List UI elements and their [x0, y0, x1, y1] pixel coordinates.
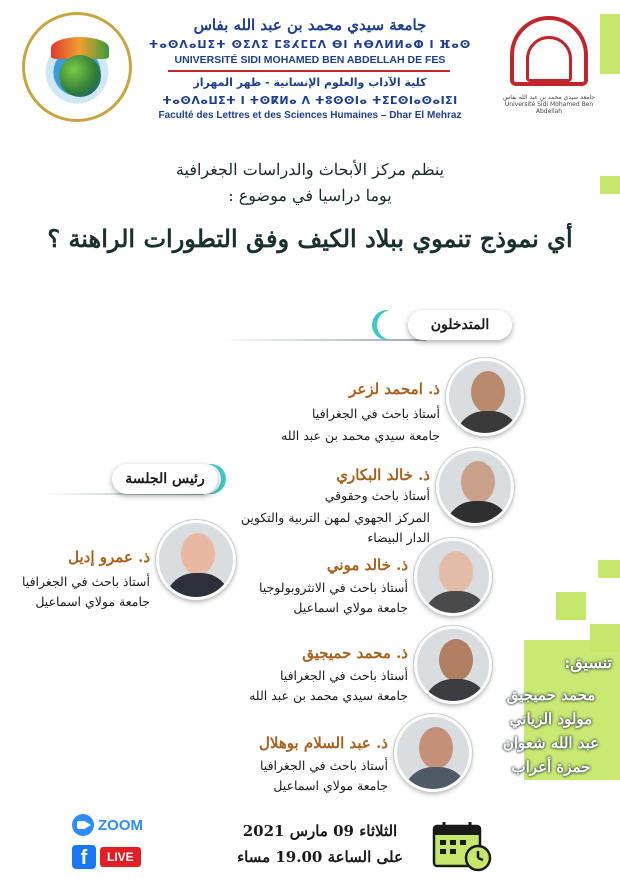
chair-affiliation: جامعة مولاي اسماعيل	[35, 594, 150, 609]
speaker-name: ذ. محمد حميجيق	[302, 644, 408, 662]
university-name-ar: جامعة سيدي محمد بن عبد الله بفاس	[193, 16, 427, 34]
faculty-name-ar: كلية الآداب والعلوم الإنسانية - ظهر المهراز	[193, 76, 427, 89]
calendar-clock-icon	[432, 820, 494, 872]
chair-role: أستاذ باحث في الجغرافيا	[21, 574, 150, 589]
chair-name: ذ. عمرو إديل	[68, 548, 150, 566]
speaker-photo	[414, 626, 492, 704]
speaker-role: أستاذ باحث في الانثروبولوجيا	[259, 580, 408, 595]
coordinator-name: مولود الزياني	[509, 710, 593, 728]
coordinator-name: عبد الله شعوان	[502, 734, 600, 752]
speaker-role: أستاذ باحث في الجغرافيا	[259, 758, 388, 773]
speaker-affiliation: جامعة سيدي محمد بن عبد الله	[249, 688, 408, 703]
decor-square	[598, 560, 620, 578]
speaker-role: أستاذ باحث وحقوقي	[324, 488, 430, 503]
facebook-icon: f	[72, 845, 96, 869]
speakers-section-label: المتدخلون	[408, 310, 512, 340]
chair-section-label: رئيس الجلسة	[112, 464, 218, 494]
coordinator-name: حمزة أعراب	[511, 758, 591, 776]
crescent-icon	[372, 310, 402, 340]
faculty-name-fr: Faculté des Lettres et des Sciences Humaines – Dhar El Mehraz	[158, 110, 462, 121]
section-divider	[216, 339, 426, 341]
speaker-affiliation: جامعة سيدي محمد بن عبد الله	[281, 428, 440, 443]
speaker-name: ذ. خالد موني	[326, 556, 408, 574]
speaker-name: ذ. عبد السلام بوهلال	[259, 734, 388, 752]
decor-square	[600, 176, 620, 194]
university-name-tifinagh: ⵜⴰⵙⴷⴰⵡⵉⵜ ⵙⵉⴷⵉ ⵎⵓⵃⵎⵎⴷ ⴱⵏ ⵄⴱⴷⵍⵍⴰⵀ ⵏ ⴼⴰⵙ	[148, 38, 472, 51]
speaker-affiliation: جامعة مولاي اسماعيل	[273, 778, 388, 793]
coordinator-name: محمد حميجيق	[506, 686, 596, 704]
organizer-line: ينظم مركز الأبحاث والدراسات الجغرافية	[175, 160, 445, 179]
header-divider	[168, 70, 450, 72]
globe-logo-icon	[22, 12, 132, 122]
event-time: على الساعة 19.00 مساء	[237, 848, 403, 866]
university-name-fr: UNIVERSITÉ SIDI MOHAMED BEN ABDELLAH DE FES	[174, 54, 446, 66]
speaker-photo	[446, 358, 524, 436]
zoom-icon	[72, 814, 94, 836]
speaker-affiliation: جامعة مولاي اسماعيل	[293, 600, 408, 615]
speaker-role: أستاذ باحث في الجغرافيا	[311, 406, 440, 421]
speaker-photo	[436, 448, 514, 526]
emblem-caption: جامعة سيدي محمد بن عبد الله بفاس Université Sidi Mohamed Ben Abdellah	[502, 94, 596, 115]
zoom-label: ZOOM	[98, 816, 143, 834]
zoom-badge[interactable]	[72, 814, 143, 836]
university-emblem-icon	[500, 14, 598, 115]
decor-square	[556, 592, 586, 620]
faculty-name-tifinagh: ⵜⴰⵙⴷⴰⵡⵉⵜ ⵏ ⵜⵙⴽⵍⴰ ⴷ ⵜⵓⵙⵙⵏⴰ ⵜⵉⵎⵙⵏⴰⵙⴰⵏⵉⵏ	[162, 94, 458, 107]
event-date: الثلاثاء 09 مارس 2021	[242, 822, 398, 840]
speaker-name: ذ. امحمد لزعر	[349, 380, 440, 398]
speaker-photo	[394, 714, 472, 792]
event-type-line: يوما دراسيا في موضوع :	[228, 186, 392, 205]
live-label: LIVE	[100, 847, 141, 867]
coordination-title: تنسيق:	[564, 653, 612, 672]
event-topic-title: أي نموذج تنموي ببلاد الكيف وفق التطورات الراهنة ؟	[47, 224, 573, 253]
speaker-affiliation: المركز الجهوي لمهن التربية والتكوين	[240, 510, 430, 525]
speaker-city: الدار البيضاء	[367, 530, 430, 545]
speaker-photo	[414, 538, 492, 616]
speaker-role: أستاذ باحث في الجغرافيا	[279, 668, 408, 683]
speaker-name: ذ. خالد البكاري	[336, 466, 430, 484]
decor-square	[600, 14, 620, 74]
facebook-live-badge[interactable]	[72, 845, 141, 869]
